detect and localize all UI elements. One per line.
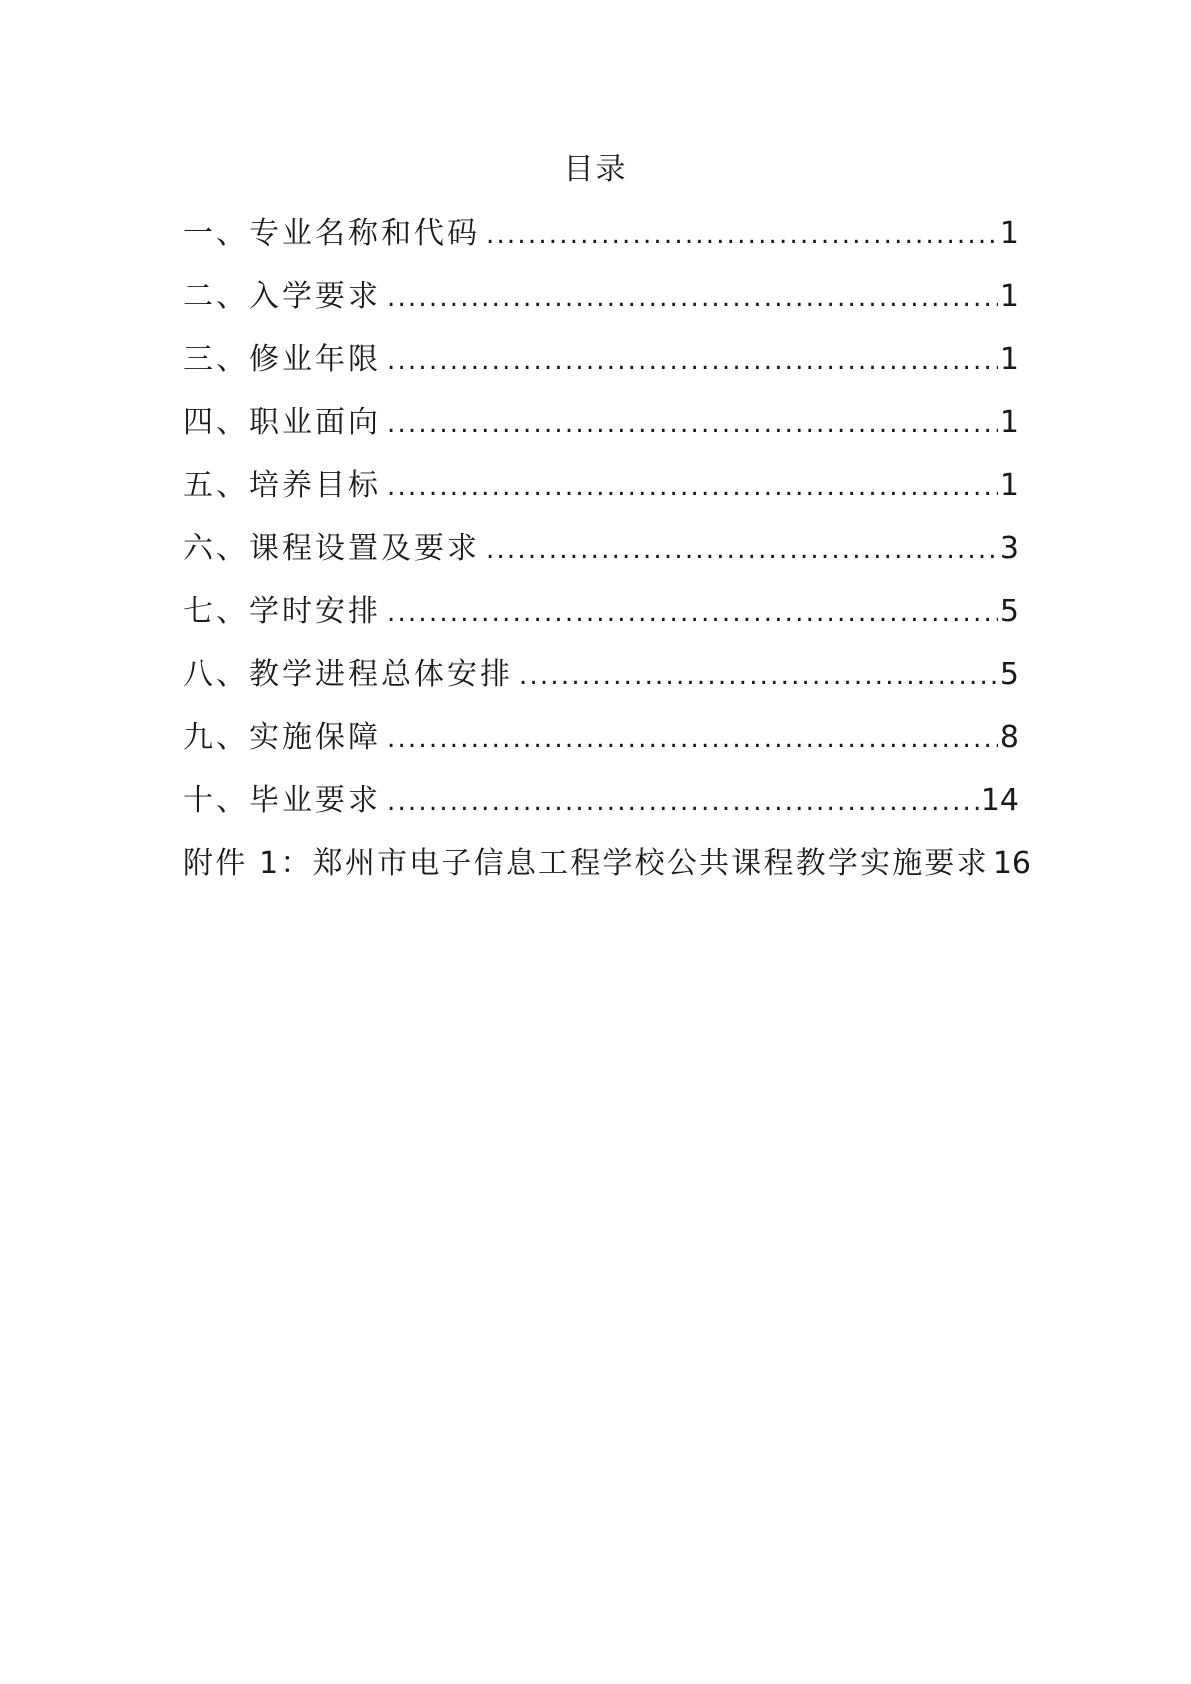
- toc-dot-leader: [486, 527, 998, 573]
- toc-dot-leader: [519, 653, 998, 699]
- toc-title: 目录: [563, 152, 628, 187]
- toc-entry-label: 十、毕业要求: [183, 783, 381, 818]
- toc-dot-leader: [387, 716, 998, 762]
- toc-page-number: 1: [999, 405, 1019, 440]
- toc-dot-leader: [387, 464, 998, 510]
- toc-entry[interactable]: [183, 652, 1019, 715]
- toc-entry-label: 一、专业名称和代码: [183, 216, 480, 251]
- toc-entry[interactable]: [183, 589, 1019, 652]
- toc-list: [183, 211, 1032, 904]
- toc-page-number: 1: [999, 279, 1019, 314]
- toc-entry-label: 六、课程设置及要求: [183, 531, 480, 566]
- toc-entry[interactable]: [183, 211, 1019, 274]
- toc-entry[interactable]: [183, 778, 1019, 841]
- toc-dot-leader: [387, 590, 998, 636]
- toc-page-number: 8: [999, 720, 1019, 755]
- toc-page-number: 1: [999, 216, 1019, 251]
- toc-page-number: 3: [999, 531, 1019, 566]
- toc-entry[interactable]: [183, 400, 1019, 463]
- toc-entry[interactable]: [183, 274, 1019, 337]
- toc-page-number: 1: [999, 342, 1019, 377]
- toc-dot-leader: [486, 212, 998, 258]
- toc-page-number: 5: [999, 594, 1019, 629]
- toc-dot-leader: [387, 779, 979, 825]
- toc-entry[interactable]: [183, 841, 1032, 904]
- toc-entry-label: 二、入学要求: [183, 279, 381, 314]
- toc-entry[interactable]: [183, 337, 1019, 400]
- toc-dot-leader: [387, 275, 998, 321]
- toc-entry-label: 三、修业年限: [183, 342, 381, 377]
- toc-entry[interactable]: [183, 715, 1019, 778]
- toc-page-number: 16: [992, 846, 1032, 881]
- toc-entry-label: 八、教学进程总体安排: [183, 657, 513, 692]
- toc-page-number: 1: [999, 468, 1019, 503]
- toc-entry-label: 附件 1：郑州市电子信息工程学校公共课程教学实施要求: [183, 846, 989, 881]
- toc-dot-leader: [387, 401, 998, 447]
- toc-entry-label: 四、职业面向: [183, 405, 381, 440]
- toc-entry-label: 七、学时安排: [183, 594, 381, 629]
- toc-entry[interactable]: [183, 463, 1019, 526]
- toc-dot-leader: [387, 338, 998, 384]
- toc-entry-label: 九、实施保障: [183, 720, 381, 755]
- toc-page-number: 5: [999, 657, 1019, 692]
- toc-entry-label: 五、培养目标: [183, 468, 381, 503]
- toc-entry[interactable]: [183, 526, 1019, 589]
- toc-page-number: 14: [980, 783, 1019, 818]
